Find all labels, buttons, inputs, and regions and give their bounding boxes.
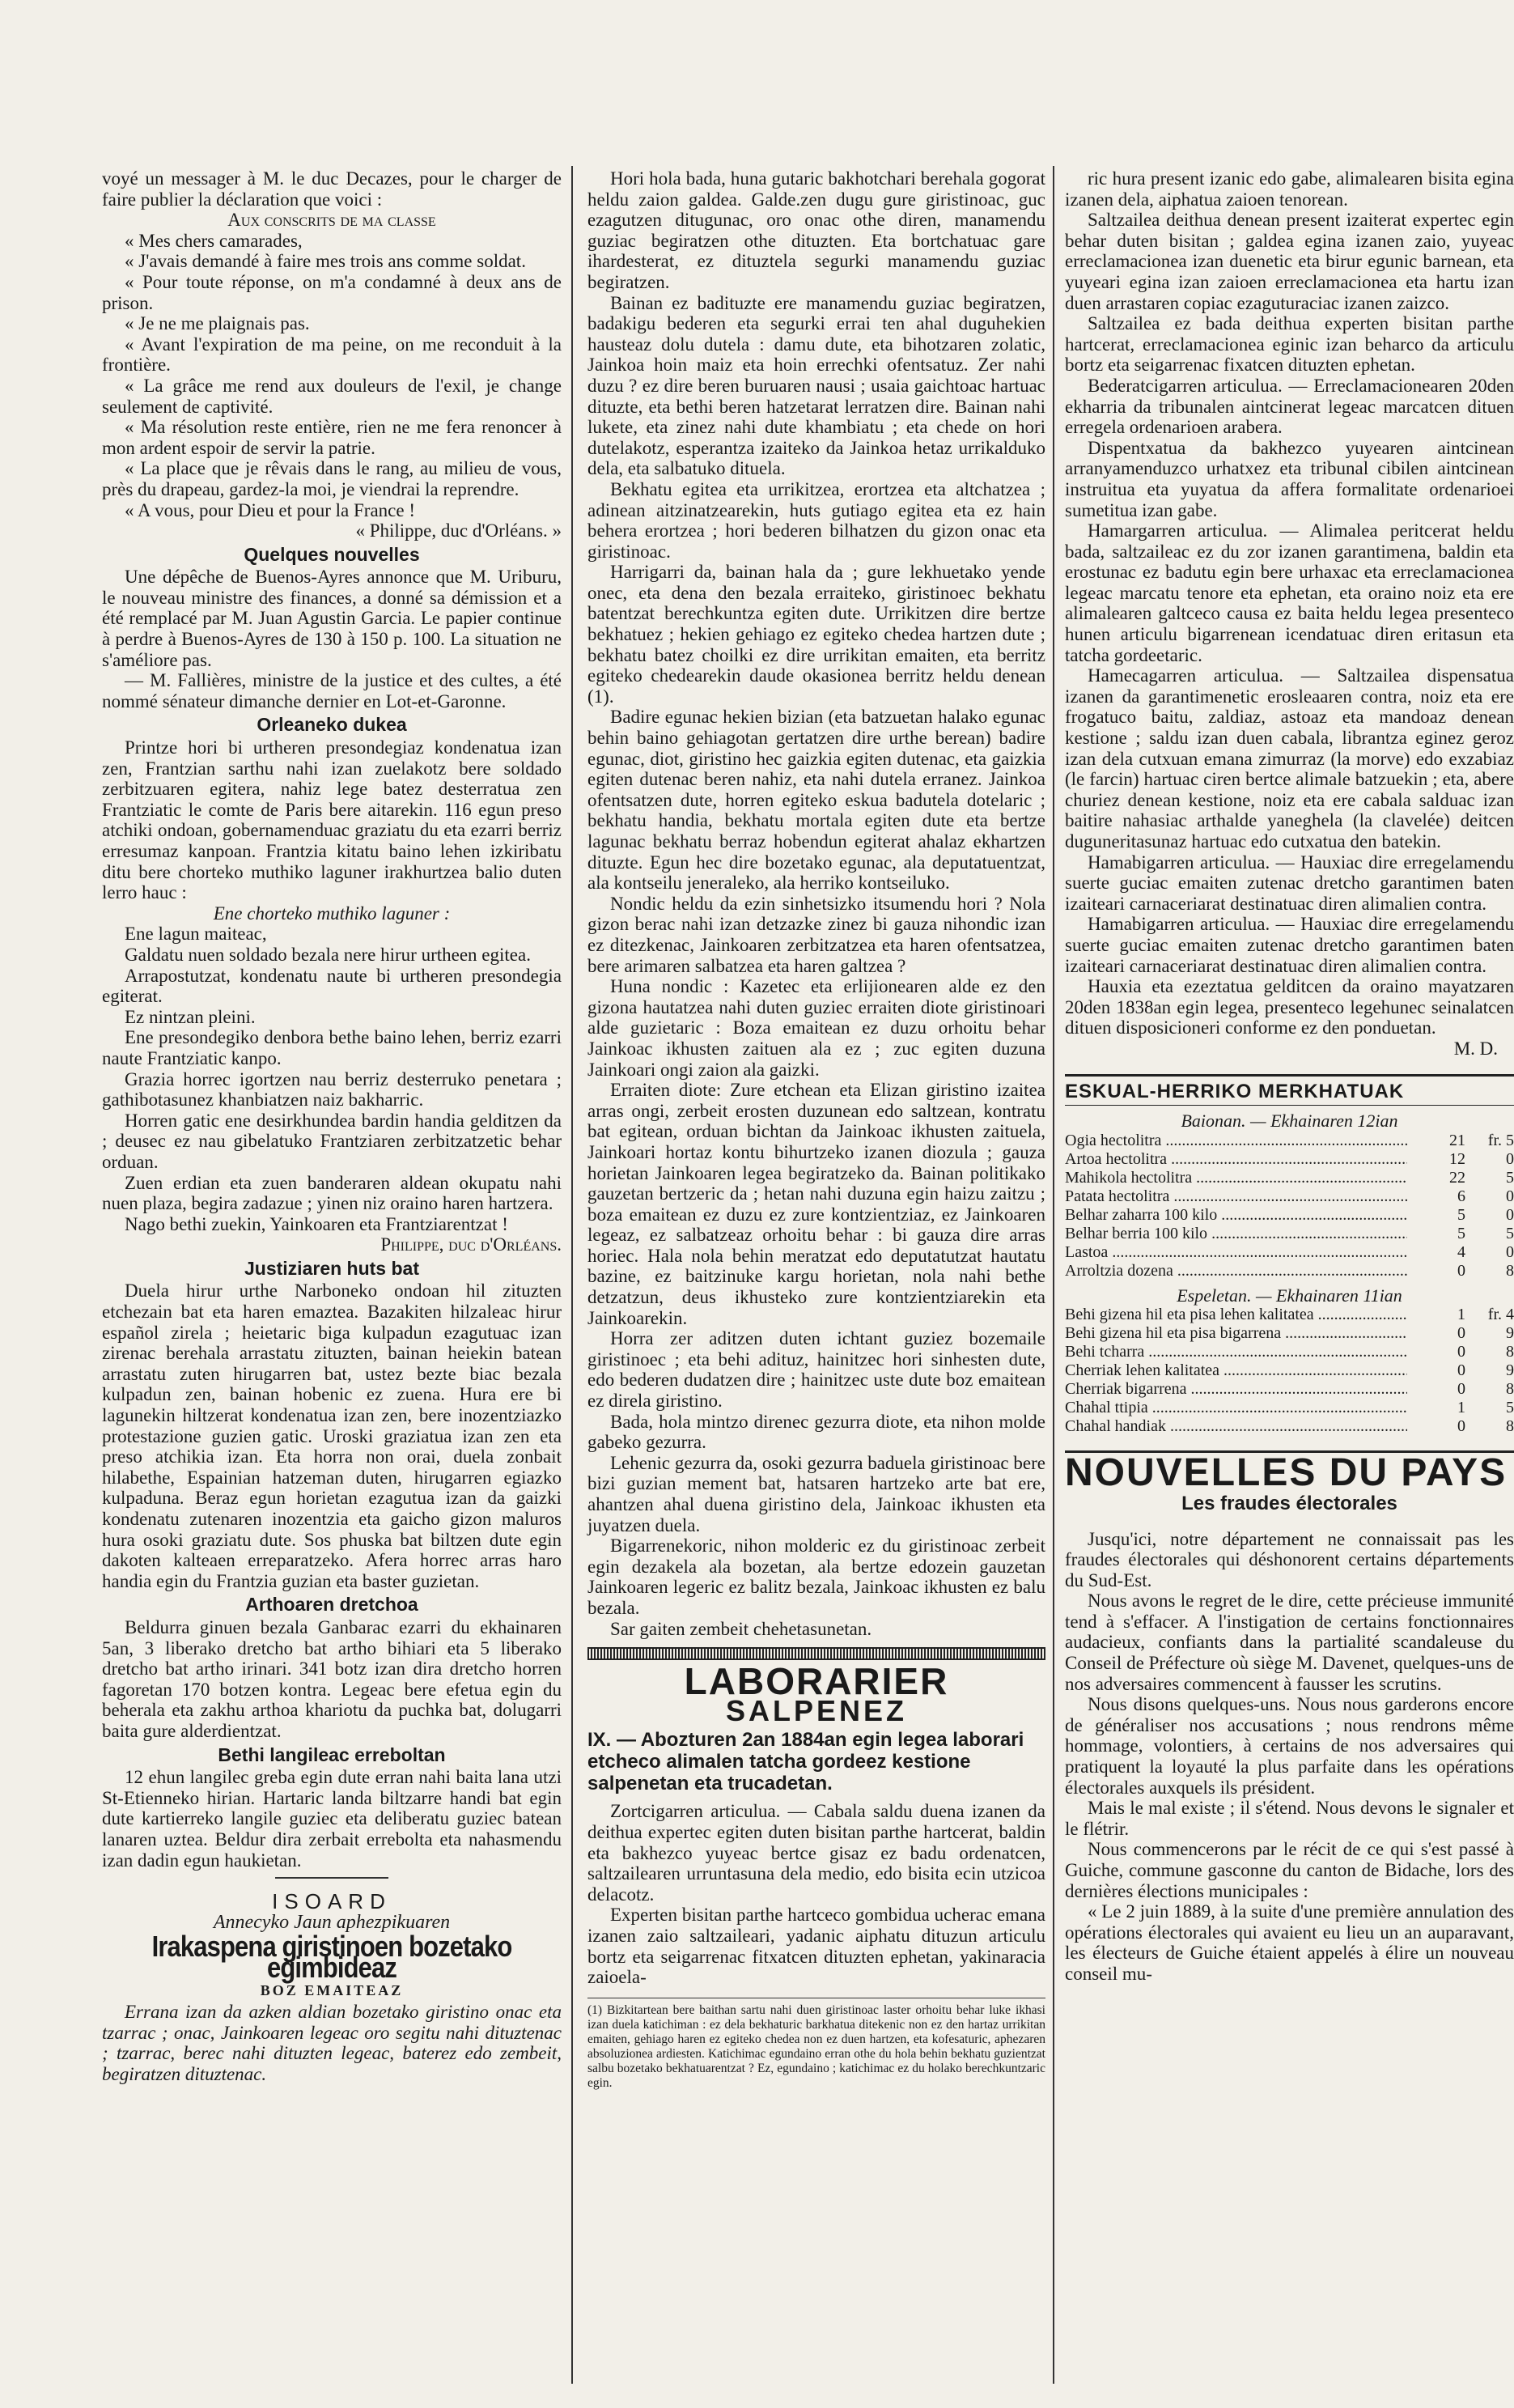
price-lab: Artoa hectolitra ..... xyxy=(1065,1150,1407,1169)
price-val: 22 xyxy=(1449,1168,1465,1187)
isoard-title: ISOARD xyxy=(272,1889,392,1914)
price-row xyxy=(1065,1306,1514,1324)
price-unit: 0 xyxy=(1506,1242,1514,1261)
paragraph: ric hura present izanic edo gabe, alimalearen bisita egina izanen dela, aiphatua zaioen tenorean. xyxy=(1065,168,1514,210)
md-signature: M. D. xyxy=(1453,1038,1498,1059)
paragraph: Mais le mal existe ; il s'étend. Nous devons le signaler et le flétrir. xyxy=(1065,1798,1514,1839)
bayonne-header: Baionan. — Ekhainaren 12ian xyxy=(1181,1111,1398,1132)
paragraph: Zuen erdian eta zuen banderaren aldean okupatu nahi nuen plaza, begira zadazue ; yinen niz oraino haren hartzera. xyxy=(102,1172,562,1214)
price-unit: 5 xyxy=(1506,1399,1514,1417)
paragraph: « Je ne me plaignais pas. xyxy=(125,313,310,334)
separator xyxy=(275,1877,388,1879)
paragraph: Lehenic gezurra da, osoki gezurra baduela giristinoac bere bizi guzian mement bat, hatsaren hartzeko arte bat ere, ahantzen ahal duena giristino dela, Jainkoac ikhusten eta juyatzen duela. xyxy=(587,1452,1045,1535)
paragraph: Badire egunac hekien bizian (eta batzuetan halako egunac behin baino gehiagotan gertatzen dire urthe berean) badire egunac, diot, giristino hec gaizkia egiten dutenac, eta gaizkia egiten dutenac beren nahiz, eta nahi dutela erranez. Jainkoa ofentsatzen dute, horren egiteko eskua badutela dotelaric ; bekhatu handia, bekhatu mortala egiten dute eta bertze lagunac bekhatu berraz hobendun egiterat ahalaz ekhartzen dituzte. Egun hec dire bozetako egunac, ala deputatuentzat, ala kontseilu jeneraleko, ala herriko kontseiluko. xyxy=(587,707,1045,894)
paragraph: Harrigarri da, bainan hala da ; gure lekhuetako yende onec, eta dena den bezala erraiteko, giristinoec bekhatu batentzat berechkuntza egiten dute. Urrikitzen dire bertze bekhatuez ; hekien gehiago ez egiteko chedea hartzen dute ; bekhatu batez choilki ez dire urrikitan emaiten, eta berritz egiteko chedearekin daude okasionea berritz heldu denean (1). xyxy=(587,562,1045,707)
paragraph: « J'avais demandé à faire mes trois ans comme soldat. xyxy=(125,251,526,272)
price-row xyxy=(1065,1399,1514,1417)
paragraph: Experten bisitan parthe hartceco gombidua ucherac emana izanen zaio saltzaileari, yadanic aiphatu dituzun articulu bortz eta seigarrenac fitxatcen dituzten ephetan, yakinaracia zaioela- xyxy=(587,1905,1045,1988)
price-unit: 8 xyxy=(1506,1417,1514,1436)
column-rule xyxy=(1053,166,1054,2384)
paragraph: Galdatu nuen soldado bezala nere hirur urtheen egitea. xyxy=(125,944,531,965)
price-val: 4 xyxy=(1457,1242,1465,1261)
price-unit: fr. 5 xyxy=(1487,1131,1514,1149)
price-lab: Behi gizena hil eta pisa lehen kalitatea ..... xyxy=(1065,1306,1407,1324)
price-val: 21 xyxy=(1449,1131,1465,1149)
paragraph: Ene lagun maiteac, xyxy=(125,924,267,945)
price-unit: 8 xyxy=(1506,1380,1514,1399)
thick-rule xyxy=(587,1647,1045,1660)
laborarier-title: LABORARIER xyxy=(684,1660,949,1703)
paragraph: Hamecagarren articulua. — Saltzailea dispensatua izanen da garantimenetic erosleaaren contra, noiz eta ere frogatuco baitu, zaldiaz, astoaz eta mandoaz denean kestione ; saldu izan duen cabala, librantza eginez geroz izan dela cutxuan emana zimurraz (la morve) edo exzabiaz (le farcin) hartuac ciren bertce alimale batzuekin ; eta, abere churiez denean kestione, noiz eta ere cabala salduac izan baitire nahasiac arthalde yaneghela (la clavelée) deitcen duguneritasunaz hartuac edo cutxatua den batekin. xyxy=(1065,665,1514,852)
price-row xyxy=(1065,1169,1514,1187)
nouvelles-title: NOUVELLES DU PAYS xyxy=(1065,1450,1514,1484)
paragraph: Une dépêche de Buenos-Ayres annonce que M. Uriburu, le nouveau ministre des finances, a donné sa démission et a été remplacé par M. Juan Agustin Garcia. Le papier continue à perdre à Buenos-Ayres de 130 à 150 p. 100. La situation ne s'améliore pas. xyxy=(102,567,562,670)
paragraph: Arrapostutzat, kondenatu naute bi urtheren presondegia egiterat. xyxy=(102,965,562,1007)
paragraph: Nous avons le regret de le dire, cette précieuse immunité tend à s'effacer. A l'instigation de certains fonctionnaires audacieux, confiants dans la partialité scandaleuse du Conseil de Préfecture où siège M. Davenet, quelques-uns de nos adversaires commencent à fausser les scrutins. xyxy=(1065,1590,1514,1694)
price-val: 1 xyxy=(1457,1399,1465,1417)
paragraph: Zortcigarren articulua. — Cabala saldu duena izanen da deithua expertec egiten duten bisitan parthe hartcerat, baldin eta bakhezco yuyeac bertce gisaz ez badu ordenatcen, saltzailearen urruntasuna dela medio, edo bisita ecin utzicoa delacotz. xyxy=(587,1801,1045,1905)
column-3 xyxy=(1065,168,1514,2386)
paragraph: Sar gaiten zembeit chehetasunetan. xyxy=(610,1618,872,1639)
fraudes-body xyxy=(1065,1529,1514,1985)
price-unit: 8 xyxy=(1506,1343,1514,1361)
heading-quelques-nouvelles: Quelques nouvelles xyxy=(244,543,420,565)
letter-body xyxy=(102,231,562,520)
paragraph: « A vous, pour Dieu et pour la France ! xyxy=(125,499,415,520)
price-row xyxy=(1065,1380,1514,1399)
heading-bethi: Bethi langileac erreboltan xyxy=(218,1743,446,1765)
paragraph: « Avant l'expiration de ma peine, on me reconduit à la frontière. xyxy=(102,333,562,376)
price-row xyxy=(1065,1343,1514,1361)
paragraph: « La grâce me rend aux douleurs de l'exil, je change seulement de captivité. xyxy=(102,375,562,417)
paragraph: Grazia horrec igortzen nau berriz desterruko penetara ; gathibotasunez khanbiatzen naiz bakharric. xyxy=(102,1068,562,1111)
price-unit: 5 xyxy=(1506,1224,1514,1242)
espelette-prices xyxy=(1065,1306,1514,1436)
price-unit: 0 xyxy=(1506,1187,1514,1205)
price-val: 0 xyxy=(1457,1261,1465,1280)
price-unit: 9 xyxy=(1506,1361,1514,1380)
price-row xyxy=(1065,1243,1514,1262)
bayonne-prices xyxy=(1065,1132,1514,1280)
paragraph: Nago bethi zuekin, Yainkoaren eta Frantziarentzat ! xyxy=(125,1213,508,1234)
paragraph: Bekhatu egitea eta urrikitzea, erortzea eta altchatzea ; adinean aitzinatzearekin, huts gutiago egitea eta ez hain behera erortzea ; hori bederen bilhatzen du gizon onac eta giristinoac. xyxy=(587,478,1045,562)
price-unit: 8 xyxy=(1506,1261,1514,1280)
paragraph: Huna nondic : Kazetec eta erlijionearen alde ez den gizona hautatzea nahi duten guziec erraiten diote giristinoari alde guzietaric : Boza emaitean ez duzu orhoitu behar Jainkoac ikhusten zaituen ala ez ; zuc egiten duzuna Jainkoari ongi zaion ala gaizki. xyxy=(587,976,1045,1080)
price-lab: Ogia hectolitra ..... xyxy=(1065,1132,1407,1150)
chorteko-signature: Philippe, duc d'Orléans. xyxy=(380,1234,562,1255)
intro-text: voyé un messager à M. le duc Decazes, pour le charger de faire publier la déclaration que voici : xyxy=(102,168,562,210)
price-lab: Lastoa ..... xyxy=(1065,1243,1407,1262)
price-unit: 5 xyxy=(1506,1168,1514,1187)
paragraph: Hamabigarren articulua. — Hauxiac dire erregelamendu suerte guciac emaiten zutenac dretcho garantimen baten izaiteari carnaceriarat destinatuac diren alimalien contra. xyxy=(1065,852,1514,914)
paragraph: Nous disons quelques-uns. Nous nous garderons encore de généraliser nos accusations ; nous rendrons même hommage, volontiers, à certains de nos adversaires qui pratiquent la loyauté la plus parfaite dans les opérations électorales auxquels ils président. xyxy=(1065,1694,1514,1798)
paragraph: « Le 2 juin 1889, à la suite d'une première annulation des opérations électorales qui avaient eu lieu un an auparavant, les électeurs de Guiche étaient appelés à élire un nouveau conseil mu- xyxy=(1065,1901,1514,1984)
price-lab: Belhar berria 100 kilo ..... xyxy=(1065,1225,1407,1243)
price-row xyxy=(1065,1187,1514,1206)
boz-heading: BOZ EMAITEAZ xyxy=(260,1982,404,1999)
paragraph: — M. Fallières, ministre de la justice et des cultes, a été nommé sénateur dimanche dernier en Lot-et-Garonne. xyxy=(102,670,562,711)
price-val: 0 xyxy=(1457,1361,1465,1380)
errana-body: Errana izan da azken aldian bozetako giristino onac eta tzarrac ; onac, Jainkoaren legeac oro segitu nahi dituztenac ; tzarrac, berec nahi dituzten legeac, baterez edo zembeit, begiratzen dituztenac. xyxy=(102,2002,562,2084)
irakaspena-title: Irakaspena giristinoen bozetako egimbideaz xyxy=(151,1930,512,1984)
price-unit: 0 xyxy=(1506,1205,1514,1224)
paragraph: Jusqu'ici, notre département ne connaissait pas les fraudes électorales qui déshonorent certains départements du Sud-Est. xyxy=(1065,1528,1514,1590)
paragraph: Bainan ez badituzte ere manamendu guziac begiratzen, badakigu bederen eta segurki errai ten ahal duguhekien hausteaz dolu dutela : damu dute, eta bihotzaren zolatic, Jainkoa hoin maiz eta hoin errechki ofentsatuz. Zer nahi duzu ? ez dire beren buruaren nausi ; usaia gaichtoac hartuac dituzte, eta bethi beren hatzetarat lerratzen dire. Bainan nahi lukete, eta zinez nahi dute khambiatu ; eta chede on hori dutelakotz, esperantza izaiteko da Jainkoa hetaz urrikalduko dela, eta salbatuko dituela. xyxy=(587,292,1045,479)
price-unit: fr. 4 xyxy=(1487,1306,1514,1324)
paragraph: Hamabigarren articulua. — Hauxiac dire erregelamendu suerte guciac emaiten zutenac dretcho garantimen baten izaiteari carnaceriarat destinatuac diren alimalien contra. xyxy=(1065,914,1514,976)
justiziaren-body: Duela hirur urthe Narboneko ondoan hil zituzten etchezain bat eta haren emaztea. Bazakiten hilzaleac hirur español zirela ; heietaric biga kulpadun ezagutuac izan zirenac berehala arrastatu zituzten, bainan heiekin batean arrastatu zuten hirugarren bat, ustez bezte biac bezala kulpadun zen, bainan hobenic ez zuena. Hura ere bi lagunekin hiltzerat kondenatua izan zen, bere inozentziazko protestazione guzien gatic. Uroski graziatua izan zen eta preso atchikia izan. Eta horra non orai, duela zonbait hilabethe, Espainian hatzeman duten, hirugarren egiazko kulpaduna. Beraz egun horietan ezagutua izan da gaizki kondenatu zutenaren inozentzia eta gaicho gizon maluros hura osoki graziatu dute. Sos phuska bat biltzen dute egin dakoten kalteaen erreparatzeko. Afera horrec arras haro handia egin du Frantzia guzian eta baster guzietan. xyxy=(102,1280,562,1591)
paragraph: Hauxia eta ezeztatua gelditcen da oraino mayatzaren 20den 1838an egin legea, presenteco legehunec seinalatcen dituen disposicioneri conforme ez den ponduetan. xyxy=(1065,976,1514,1038)
price-lab: Behi gizena hil eta pisa bigarrena ..... xyxy=(1065,1324,1407,1343)
price-lab: Chahal handiak ..... xyxy=(1065,1417,1407,1436)
paragraph: Bigarrenekoric, nihon molderic ez du giristinoac zerbeit egin dezakela ala bozetan, ala bertze edozein gauzetan Jainkoaren legeric ez balitz bezala, Jainkoac ikhusten ez balu bezala. xyxy=(587,1535,1045,1618)
price-row xyxy=(1065,1206,1514,1225)
price-val: 0 xyxy=(1457,1417,1465,1436)
column-2 xyxy=(587,168,1045,2091)
paragraph: Saltzailea ez bada deithua experten bisitan parthe hartcerat, erreclamacionea eginic izan beharco da articulu bortz eta seigarrenac fixatcen dituzten ephetan. xyxy=(1065,313,1514,376)
price-lab: Mahikola hectolitra ..... xyxy=(1065,1169,1407,1187)
price-val: 0 xyxy=(1457,1343,1465,1361)
price-unit: 0 xyxy=(1506,1149,1514,1168)
paragraph: Ez nintzan pleini. xyxy=(125,1006,256,1027)
price-lab: Belhar zaharra 100 kilo ..... xyxy=(1065,1206,1407,1225)
paragraph: Hamargarren articulua. — Alimalea peritcerat heldu bada, saltzaileac ez du zor izanen garantimena, baldin eta erostunac ez badutu egin bere urhaxac eta erreclamacionea legeac marcatu tenore eta ephetan, eta oraino noiz eta ere alimalearen galtceco causa ez baita heldu legea presenteco hunen articulu bigarrenean icendatuac diren eritasun eta tatcha gordeetaric. xyxy=(1065,520,1514,665)
paragraph: Ene presondegiko denbora bethe baino lehen, berriz ezarri naute Frantziatic kanpo. xyxy=(102,1027,562,1068)
paragraph: Horren gatic ene desirkhundea bardin handia gelditzen da ; deusec ez nau gibelatuko Frantziaren zerbitzatzetic behar orduan. xyxy=(102,1110,562,1172)
price-lab: Arroltzia dozena ..... xyxy=(1065,1262,1407,1280)
paragraph: « La place que je rêvais dans le rang, au milieu de vous, près du drapeau, gardez-la moi, je viendrai la reprendre. xyxy=(102,458,562,499)
price-row xyxy=(1065,1361,1514,1380)
price-val: 0 xyxy=(1457,1380,1465,1399)
paragraph: Horra zer aditzen duten ichtant guziez bozemaile giristinoec ; eta behi adituz, hainitzec hori sinhesten dute, edo bederen dudatzen dire ; hainitzec uste dute boz emaitean ez direla giristino. xyxy=(587,1328,1045,1412)
fraudes-heading: Les fraudes électorales xyxy=(1181,1492,1397,1514)
price-val: 5 xyxy=(1457,1205,1465,1224)
paragraph: « Mes chers camarades, xyxy=(125,230,303,251)
chorteko-body xyxy=(102,924,562,1234)
price-val: 12 xyxy=(1449,1149,1465,1168)
chorteko-intro: Ene chorteko muthiko laguner : xyxy=(213,902,451,924)
price-val: 5 xyxy=(1457,1224,1465,1242)
price-row xyxy=(1065,1324,1514,1343)
heading-arthoaren: Arthoaren dretchoa xyxy=(245,1594,418,1616)
price-unit: 9 xyxy=(1506,1324,1514,1343)
paragraph: Bederatcigarren articulua. — Erreclamacionearen 20den ekharria da tribunalen aintcinerat legeac marcatcen dituen erregela ordenarioen arabera. xyxy=(1065,375,1514,438)
bethi-body: 12 ehun langilec greba egin dute erran nahi baita lana utzi St-Etienneko hirian. Hartaric landa biltzarre handi bat egin dute kartierreko langile guziec eta deliberatu guziec batean lanaren uztea. Beldur dira zerbait errebolta eta nahasmendu izan dadin egun haukietan. xyxy=(102,1767,562,1871)
price-lab: Cherriak lehen kalitatea ..... xyxy=(1065,1361,1407,1380)
price-lab: Chahal ttipia ..... xyxy=(1065,1399,1407,1417)
isoard-subtitle: Annecyko Jaun aphezpikuaren xyxy=(213,1911,451,1933)
paragraph: Dispentxatua da bakhezco yuyearen aintcinean arranyamenduzco urhatxez eta tribunal cibilen aintcinean instruitua eta yuyatua da affera formalitate ordenarioei sumetitua izan gabe. xyxy=(1065,437,1514,520)
market-title: ESKUAL-HERRIKO MERKHATUAK xyxy=(1065,1074,1514,1106)
paragraph: Saltzailea deithua denean present izaiterat expertec egin behar duten bisitan ; galdea egina izanen zaio, yuyeac erreclamacionea izan duenetic eta birur egunic barnean, eta yuyeari egina izan zaioen erreclamacionea eta hartu izan duen arrastaren copiac ezaguturaciac izanen zaizco. xyxy=(1065,210,1514,313)
col2-body xyxy=(587,168,1045,1639)
paragraph: Hori hola bada, huna gutaric bakhotchari berehala gogorat heldu zaion galdea. Galde.zen dugu gure giristinoac, guc ezagutzen ditugunac, oro onac othe diren, manamendu guziac begiratzen othe dituzten. Eta bortchatuac gare ihardesterat, ez dituztela segurki manamendu guziac begiratzen. xyxy=(587,168,1045,292)
price-lab: Behi tcharra ..... xyxy=(1065,1343,1407,1361)
salpenez-title: SALPENEZ xyxy=(725,1693,908,1727)
price-lab: Patata hectolitra ..... xyxy=(1065,1187,1407,1206)
paragraph: Bada, hola mintzo direnec gezurra diote, eta nihon molde gabeko gezurra. xyxy=(587,1411,1045,1453)
price-val: 1 xyxy=(1457,1306,1465,1324)
footnote: (1) Bizkitartean bere baithan sartu nahi duen giristinoac laster orhoitu behar luke ikhasi izan duela katichiman : ez dela bekhaturic barkhatua ditekenic non ez den hartaz urrikitan emaiten, gehiago haren ez egiteko chedea non ez duen hartzen, eta kofesaturic, aphezaren absoluzionea ardiesten. Katichimac egundaino erran othe du hola behin bekhatu guzientzat salbu bozetako bekhatuarentzat ? Ez, egundaino ; katichimac ez du holako berechkuntzaric egin. xyxy=(587,1998,1045,2091)
price-row xyxy=(1065,1417,1514,1436)
paragraph: « Ma résolution reste entière, rien ne me fera renoncer à mon ardent espoir de servir la patrie. xyxy=(102,417,562,458)
espelette-header: Espeletan. — Ekhainaren 11ian xyxy=(1177,1285,1402,1306)
paragraph: Nondic heldu da ezin sinhetsizko itsumendu hori ? Nola gizon berac nahi izan detzazke zinez bi gauza nihondic izan ez ditezkenac, Jainkoaren zerbitzatzea eta haren ofentsatzea, bere arimaren salbatzea eta haren galtzea ? xyxy=(587,893,1045,976)
price-lab: Cherriak bigarrena ..... xyxy=(1065,1380,1407,1399)
price-row xyxy=(1065,1150,1514,1169)
arthoaren-body: Beldurra ginuen bezala Ganbarac ezarri du ekhainaren 5an, 3 liberako dretcho bat artho bihiari eta 5 liberako dretcho bat artho irinari. 341 botz izan dira dretcho horren fagoretan 170 botzen kontra. Legeac bere efetua egin du beherala eta zakhu arthoa khariotu da puchka bat, dolugarri baita gure alderdientzat. xyxy=(102,1616,562,1741)
price-val: 0 xyxy=(1457,1324,1465,1343)
paragraph: Erraiten diote: Zure etchean eta Elizan giristino izaitea arras ongi, zerbeit erosten duzunean edo saltzean, kontratu bat egitean, orduan bichtan da Jainkoac ikhusten zaituela, Jainkoari hortaz kontu bihurtzeko izanen diozula ; gauza horietan Jainkoaren legea begiratzeko da. Bainan politikako gauzetan bertzeric da ; hetan nahi duzuna egin haizu zaitzu ; boza emaitean ez duzu ez zure kontzientziaz, ez Jainkoaren legeaz, ez salbatzeaz orhoitu behar : bi gauza dire arras horiec. Hala nola behin meratzat edo deputatutzat hautatu bazine, ez baitzinuke kargu horietan, nola nahi bethe detzatzun, deus ikhusteko zure kontzientziarekin eta Jainkoarekin. xyxy=(587,1080,1045,1328)
ix-title: IX. — Abozturen 2an 1884an egin legea laborari etcheco alimalen tatcha gordeez kestione salpenetan eta trucadetan. xyxy=(587,1729,1024,1795)
price-row xyxy=(1065,1262,1514,1280)
paragraph: « Pour toute réponse, on m'a condamné à deux ans de prison. xyxy=(102,271,562,313)
price-row xyxy=(1065,1132,1514,1150)
zortci-body xyxy=(587,1801,1045,1987)
paragraph: Nous commencerons par le récit de ce qui s'est passé à Guiche, commune gasconne du canton de Bidache, lors des dernières élections municipales : xyxy=(1065,1839,1514,1901)
addressee: Aux conscrits de ma classe xyxy=(227,210,436,231)
col3-body xyxy=(1065,168,1514,1038)
letter-signature: « Philippe, duc d'Orléans. » xyxy=(355,520,562,541)
heading-orleaneko: Orleaneko dukea xyxy=(257,714,407,736)
orleaneko-body: Printze hori bi urtheren presondegiaz kondenatua izan zen, Frantzian sarthu nahi izan zuelakotz bere soldado zerbitzuaren egitera, nahiz lege batez desterratua zen Frantziatic le comte de Paris bere aitarekin. 116 egun preso atchiki ondoan, gobernamenduac graziatu du eta ezarri berriz erresumaz kanpoan. Frantzia kitatu baino lehen izkiribatu ditu bere chorteko muthiko laguner irakhurtzea balio duten lerro hauc : xyxy=(102,737,562,903)
price-row xyxy=(1065,1225,1514,1243)
column-rule xyxy=(571,166,573,2384)
quelques-nouvelles-body xyxy=(102,567,562,711)
price-val: 6 xyxy=(1457,1187,1465,1205)
column-1 xyxy=(102,168,562,2084)
heading-justiziaren: Justiziaren huts bat xyxy=(244,1257,419,1279)
